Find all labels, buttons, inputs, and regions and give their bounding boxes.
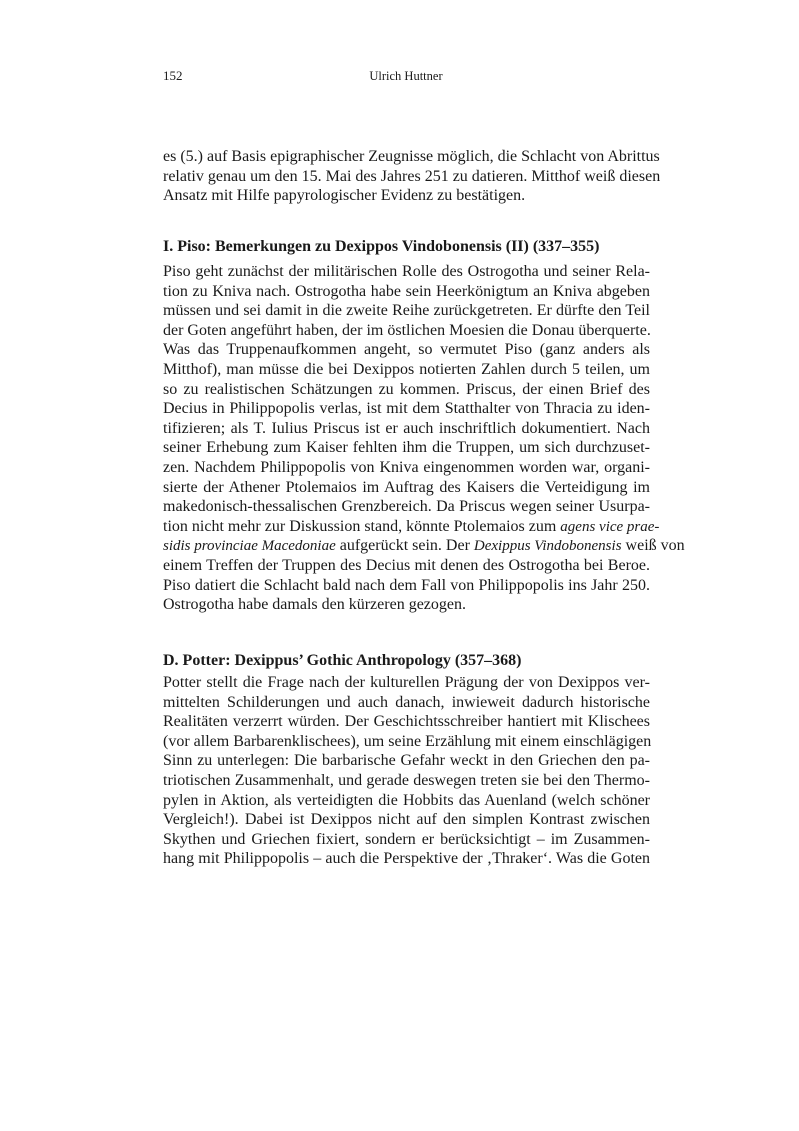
text-line: Decius in Philippopolis verlas, ist mit dem Statthalter von Thracia zu iden- <box>163 400 650 418</box>
text-line: müssen und sei damit in die zweite Reihe zurückgetreten. Er dürfte den Teil <box>163 302 650 320</box>
paragraph-potter <box>163 673 650 869</box>
text-run: tion nicht mehr zur Diskussion stand, könnte Ptolemaios zum <box>163 517 561 535</box>
text-line: hang mit Philippopolis – auch die Perspektive der ‚Thraker‘. Was die Goten <box>163 850 650 868</box>
text-line: (vor allem Barbarenklischees), um seine Erzählung mit einem einschlägigen <box>163 732 652 750</box>
text-line: Mitthof), man müsse die bei Dexippos notierten Zahlen durch 5 teilen, um <box>163 360 650 378</box>
text-line: Piso datiert die Schlacht bald nach dem Fall von Philippopolis ins Jahr 250. <box>163 576 650 594</box>
text-line: triotischen Zusammenhalt, und gerade deswegen treten sie bei den Thermo- <box>163 771 650 789</box>
page-number: 152 <box>163 68 183 83</box>
text-line: zen. Nachdem Philippopolis von Kniva eingenommen worden war, organi- <box>163 458 650 476</box>
text-line: Was das Truppenaufkommen angeht, so vermutet Piso (ganz anders als <box>163 341 650 359</box>
text-line: pylen in Aktion, als verteidigten die Hobbits das Auenland (welch schöner <box>163 791 650 809</box>
text-line: Sinn zu unterlegen: Die barbarische Gefahr weckt in den Griechen den pa- <box>163 752 650 770</box>
paragraph-piso <box>163 262 685 615</box>
text-line: seiner Erhebung zum Kaiser fehlten ihm die Truppen, um sich durchzuset- <box>163 439 650 457</box>
italic-text: agens vice prae- <box>560 518 660 535</box>
italic-text: Dexippus Vindobonensis <box>473 538 622 555</box>
section-heading-potter: D. Potter: Dexippus’ Gothic Anthropology (357–368) <box>163 652 522 669</box>
text-line: so zu realistischen Schätzungen zu kommen. Priscus, der einen Brief des <box>163 380 650 398</box>
text-line: tifizieren; als T. Iulius Priscus ist er auch inschriftlich dokumentiert. Nach <box>163 419 650 437</box>
text-run: weiß von <box>621 537 685 555</box>
text-line: Piso geht zunächst der militärischen Rolle des Ostrogotha und seiner Rela- <box>163 263 650 280</box>
text-line: makedonisch-thessalischen Grenzbereich. Da Priscus wegen seiner Usurpa- <box>163 498 650 516</box>
text-line: Vergleich!). Dabei ist Dexippos nicht auf den simplen Kontrast zwischen <box>163 811 650 829</box>
text-line: es (5.) auf Basis epigraphischer Zeugnisse möglich, die Schlacht von Abrittus <box>163 148 660 165</box>
text-line: Realitäten verzerrt würden. Der Geschichtsschreiber hantiert mit Klischees <box>163 713 650 731</box>
text-line: Ostrogotha habe damals den kürzeren gezogen. <box>163 596 466 614</box>
text-line: mittelten Schilderungen und auch danach, inwieweit dadurch historische <box>163 693 650 711</box>
text-line: einem Treffen der Truppen des Decius mit denen des Ostrogotha bei Beroe. <box>163 556 650 574</box>
paragraph-intro <box>163 147 661 206</box>
section-heading-piso: I. Piso: Bemerkungen zu Dexippos Vindobonensis (II) (337–355) <box>163 238 600 255</box>
text-line <box>163 517 660 537</box>
text-line: tion zu Kniva nach. Ostrogotha habe sein Heerkönigtum an Kniva abgeben <box>163 282 650 300</box>
italic-text: sidis provinciae Macedoniae <box>163 538 336 555</box>
text-line: der Goten angeführt haben, der im östlichen Moesien die Donau überquerte. <box>163 321 651 339</box>
text-line: sierte der Athener Ptolemaios im Auftrag des Kaisers die Verteidigung im <box>163 478 650 496</box>
text-line <box>163 536 685 556</box>
text-line: Potter stellt die Frage nach der kulturellen Prägung der von Dexippos ver- <box>163 674 650 691</box>
text-line: relativ genau um den 15. Mai des Jahres 251 zu datieren. Mitthof weiß diesen <box>163 167 661 185</box>
text-line: Skythen und Griechen fixiert, sondern er berücksichtigt – im Zusammen- <box>163 830 650 848</box>
text-line: Ansatz mit Hilfe papyrologischer Evidenz zu bestätigen. <box>163 187 526 205</box>
running-head: Ulrich Huttner <box>369 69 443 83</box>
text-run: aufgerückt sein. Der <box>335 537 474 555</box>
